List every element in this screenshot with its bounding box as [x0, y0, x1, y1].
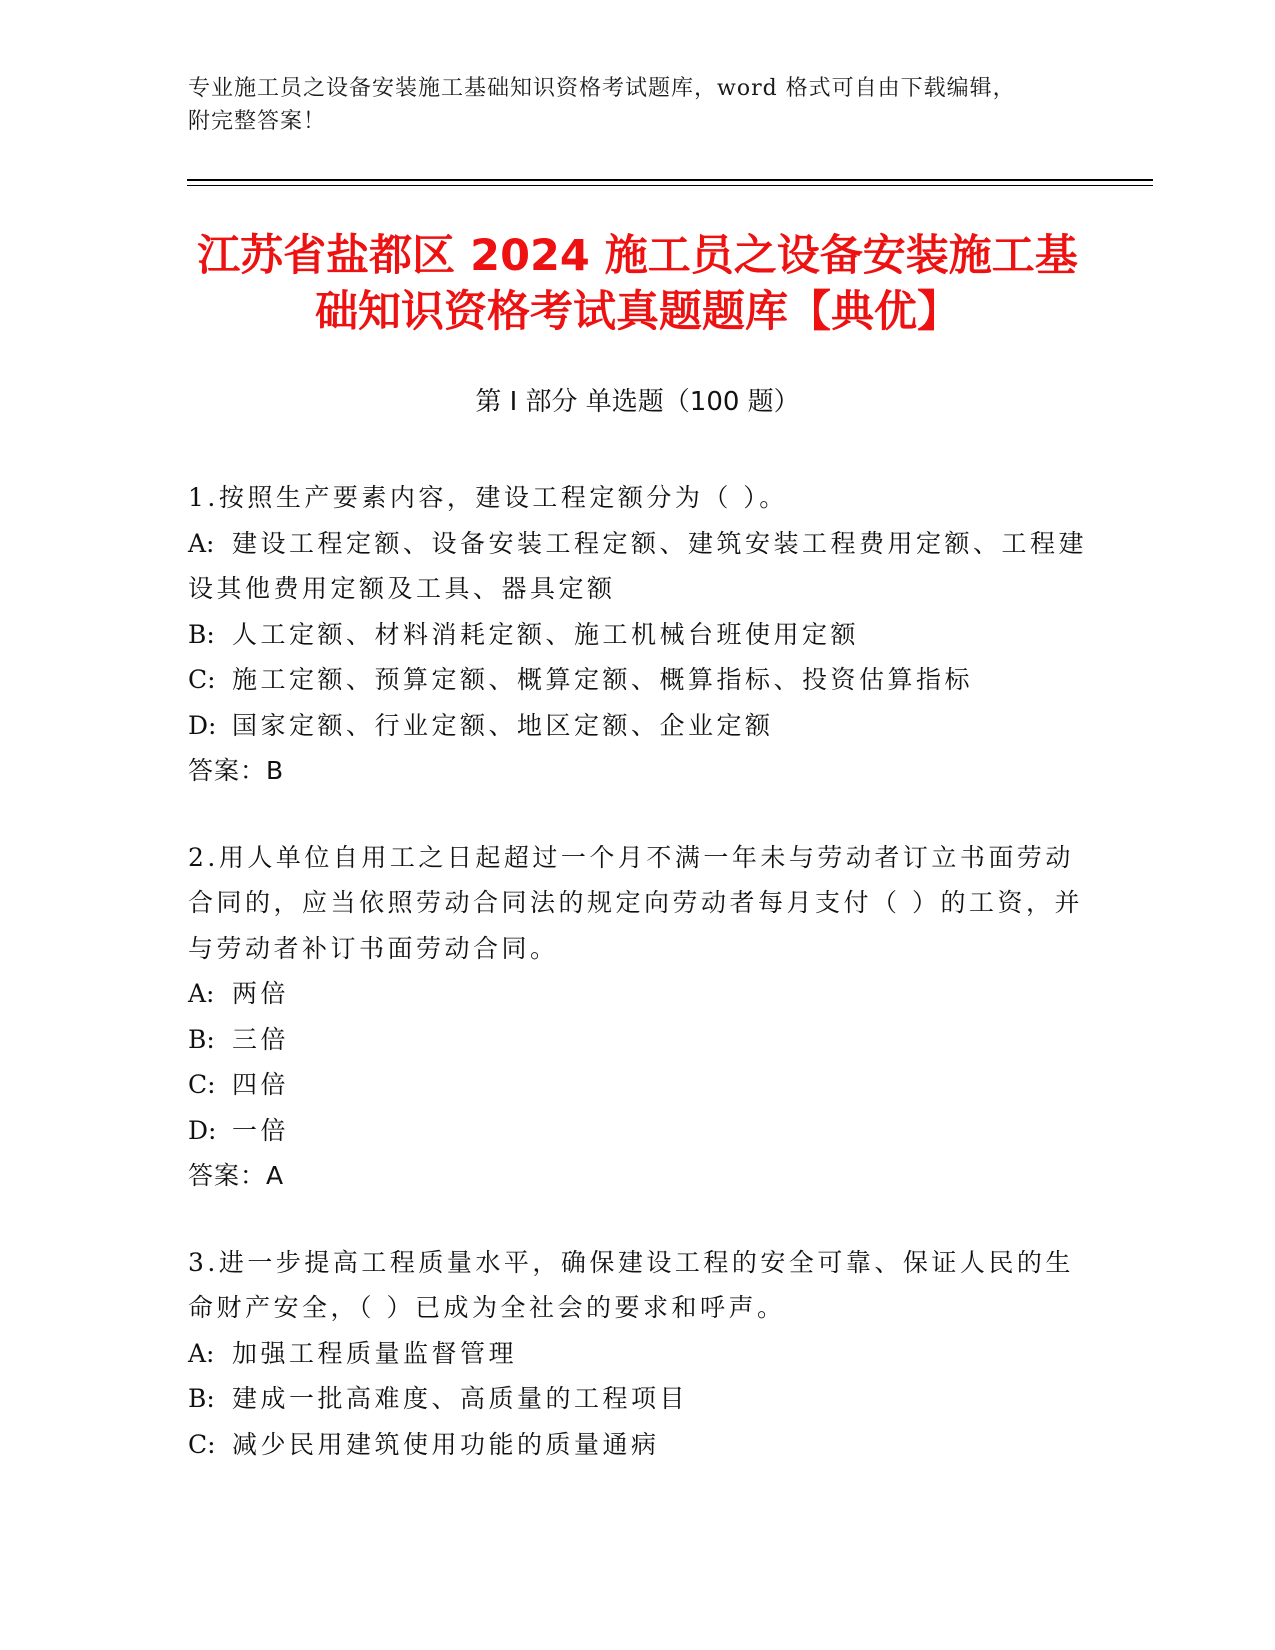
option-d — [188, 1108, 1088, 1154]
option-b — [188, 1376, 1088, 1422]
option-text: 一倍 — [232, 1115, 290, 1145]
option-text: 建设工程定额、设备安装工程定额、建筑安装工程费用定额、工程建设其他费用定额及工具、器具定额 — [188, 528, 1088, 603]
question-3 — [188, 1240, 1088, 1468]
option-letter: B: — [188, 619, 215, 649]
document-title — [160, 228, 1115, 340]
header-rule-thick — [187, 179, 1153, 181]
option-c — [188, 657, 1088, 703]
question-2 — [188, 835, 1088, 1199]
option-letter: C: — [188, 1429, 216, 1459]
option-d — [188, 703, 1088, 749]
document-title-line2: 础知识资格考试真题题库【典优】 — [315, 287, 960, 337]
document-title-line1: 江苏省盐都区 2024 施工员之设备安装施工基 — [197, 231, 1078, 281]
option-b — [188, 1017, 1088, 1063]
header-note — [188, 72, 1088, 138]
option-c — [188, 1062, 1088, 1108]
question-stem: 2.用人单位自用工之日起超过一个月不满一年未与劳动者订立书面劳动合同的，应当依照劳动合同法的规定向劳动者每月支付（ ）的工资，并与劳动者补订书面劳动合同。 — [188, 842, 1083, 963]
option-letter: A: — [188, 1338, 215, 1368]
option-text: 国家定额、行业定额、地区定额、企业定额 — [232, 710, 774, 740]
question-stem: 3.进一步提高工程质量水平，确保建设工程的安全可靠、保证人民的生命财产安全，（ ）已成为全社会的要求和呼声。 — [188, 1247, 1074, 1322]
option-text: 人工定额、材料消耗定额、施工机械台班使用定额 — [232, 619, 860, 649]
question-list — [188, 475, 1088, 1508]
option-text: 三倍 — [232, 1024, 290, 1054]
option-a — [188, 971, 1088, 1017]
option-c — [188, 1422, 1088, 1468]
answer-text: 答案：B — [188, 756, 285, 785]
option-text: 建成一批高难度、高质量的工程项目 — [232, 1384, 689, 1413]
option-letter: D: — [188, 710, 217, 740]
option-text: 加强工程质量监督管理 — [232, 1338, 518, 1368]
header-note-line1: 专业施工员之设备安装施工基础知识资格考试题库，word 格式可自由下载编辑， — [188, 76, 1016, 101]
option-letter: C: — [188, 665, 216, 694]
option-b — [188, 612, 1088, 658]
option-a — [188, 521, 1088, 612]
option-text: 两倍 — [232, 979, 290, 1008]
option-text: 施工定额、预算定额、概算定额、概算指标、投资估算指标 — [232, 665, 974, 694]
header-rule-thin — [187, 185, 1153, 186]
option-letter: A: — [188, 528, 215, 558]
header-note-line2: 附完整答案！ — [188, 109, 327, 134]
section-heading: 第 I 部分 单选题（100 题） — [475, 387, 800, 417]
question-1 — [188, 475, 1088, 794]
option-letter: D: — [188, 1115, 217, 1145]
option-letter: A: — [188, 979, 215, 1008]
option-a — [188, 1331, 1088, 1377]
option-letter: B: — [188, 1384, 215, 1413]
answer-text: 答案：A — [188, 1161, 285, 1190]
option-letter: B: — [188, 1024, 215, 1054]
option-text: 四倍 — [232, 1070, 290, 1099]
option-letter: C: — [188, 1070, 216, 1099]
option-text: 减少民用建筑使用功能的质量通病 — [232, 1429, 660, 1459]
question-stem: 1.按照生产要素内容，建设工程定额分为（ ）。 — [188, 483, 788, 512]
